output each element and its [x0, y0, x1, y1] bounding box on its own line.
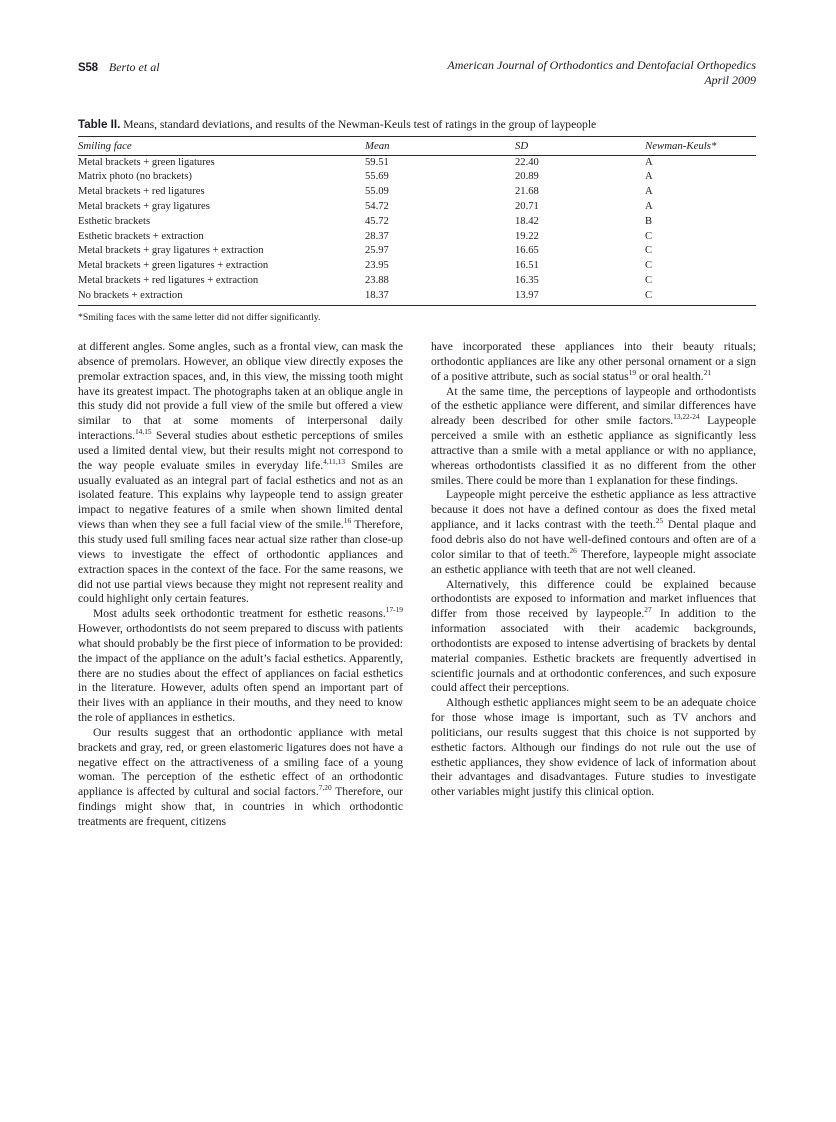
- cell-newman-keuls: A: [645, 156, 653, 168]
- table-row: [78, 244, 756, 259]
- table-caption-text: Means, standard deviations, and results of the Newman-Keuls test of ratings in the group of laypeople: [123, 118, 597, 131]
- paragraph: [78, 726, 403, 830]
- paragraph-text: Smiles are usually evaluated as an integral part of facial esthetics and not as an isolated feature. This explains why laypeople tend to assign greater impact to negative features of a smile when shown limited dental views than when they see a full facial view of the smile.: [78, 458, 403, 532]
- cell-mean: 18.37: [365, 289, 389, 301]
- paragraph-text: or oral health.: [636, 369, 704, 383]
- column-header-smiling-face: Smiling face: [78, 137, 365, 156]
- cell-newman-keuls: A: [645, 186, 653, 198]
- citation-ref: 14,15: [134, 427, 152, 437]
- running-head: [78, 58, 756, 98]
- cell-mean: 25.97: [365, 245, 389, 257]
- cell-mean: 55.09: [365, 186, 389, 198]
- journal-title: American Journal of Orthodontics and Dentofacial Orthopedics: [447, 58, 756, 72]
- paragraph-text: Laypeople perceived a smile with an esthetic appliance as significantly less attractive than a smile with a metal appliance or with no appliance, whereas orthodontists classified it as no different from the other smiles. There could be more than 1 explanation for these findings.: [431, 414, 757, 487]
- paragraph: [431, 385, 756, 489]
- paragraph-text: Laypeople might perceive the esthetic appliance as less attractive because it does not have a defined contour as does the fixed metal appliance, and it lacks contrast with the teeth.: [431, 488, 756, 532]
- table-row: [78, 259, 756, 274]
- cell-face: Metal brackets + red ligatures: [78, 186, 205, 198]
- journal-page: [78, 0, 756, 1122]
- paragraph-text: Therefore, our findings might show that, in countries in which orthodontic treatments are frequent, citizens: [78, 785, 404, 828]
- cell-face: No brackets + extraction: [78, 289, 183, 301]
- cell-newman-keuls: A: [645, 200, 653, 212]
- citation-ref: 26: [569, 545, 577, 555]
- cell-newman-keuls: B: [645, 215, 653, 227]
- table-row: [78, 215, 756, 230]
- paragraph-text: However, orthodontists do not seem prepared to discuss with patients what should probably be the first piece of information to be provided: the impact of the appliance on the adult’s facial esthetics. Apparently, there are no studies about the effect of appliances on facial esthetics in the literature. However, adults often spend an important part of their lives with an appliance in their mouths, and they need to know the role of appliances in esthetics.: [78, 622, 403, 725]
- table-label: Table II.: [78, 118, 121, 131]
- cell-mean: 55.69: [365, 171, 389, 183]
- cell-sd: 19.22: [515, 230, 539, 242]
- citation-ref: 19: [628, 367, 637, 377]
- citation-ref: 13,22-24: [673, 412, 700, 422]
- paragraph-text: Therefore, this study used full smiling faces near actual size rather than close-up views to investigate the effect of orthodontic appliances and extraction spaces in the context of the face. For the same reasons, we did not use partial views because they might not represent reality and could highlight only certain features.: [78, 518, 403, 606]
- issue-date: April 2009: [704, 73, 756, 87]
- paragraph-text: In addition to the information associated with their academic backgrounds, orthodontists are exposed to intense advertising of brackets by dental material companies. Esthetic brackets are frequently advertised in scientific journals and at orthodontic conferences, and such exposure could affect their perceptions.: [431, 607, 757, 695]
- cell-face: Metal brackets + green ligatures: [78, 156, 215, 168]
- cell-newman-keuls: A: [645, 171, 653, 183]
- cell-newman-keuls: C: [645, 289, 653, 301]
- left-column: [78, 340, 403, 830]
- cell-face: Metal brackets + red ligatures + extraction: [78, 274, 259, 286]
- running-head-left: [78, 58, 160, 76]
- table-block: [78, 118, 756, 324]
- page-folio: S58: [78, 62, 98, 74]
- cell-mean: 23.88: [365, 274, 389, 286]
- column-header-newman-keuls: Newman-Keuls*: [645, 137, 756, 156]
- cell-sd: 22.40: [515, 156, 539, 168]
- cell-mean: 45.72: [365, 215, 389, 227]
- paragraph: [431, 578, 756, 697]
- citation-ref: 17-19: [385, 605, 403, 615]
- table-row: [78, 274, 756, 289]
- table-row: [78, 185, 756, 200]
- table-row: [78, 289, 756, 306]
- running-head-author: Berto et al: [108, 60, 160, 74]
- cell-newman-keuls: C: [645, 230, 653, 242]
- cell-face: Esthetic brackets: [78, 215, 151, 227]
- cell-sd: 18.42: [515, 215, 539, 227]
- citation-ref: 25: [655, 516, 664, 526]
- cell-face: Esthetic brackets + extraction: [78, 230, 204, 242]
- paragraph-continuation: [78, 340, 403, 607]
- cell-face: Matrix photo (no brackets): [78, 171, 192, 183]
- cell-mean: 54.72: [365, 200, 389, 212]
- cell-sd: 16.35: [515, 274, 539, 286]
- cell-sd: 20.89: [515, 171, 539, 183]
- paragraph-text: have incorporated these appliances into their beauty rituals; orthodontic appliances are like any other personal ornament or a sign of a positive attribute, such as social status: [431, 340, 756, 383]
- column-header-sd: SD: [515, 137, 645, 156]
- table-row: [78, 155, 756, 170]
- paragraph: [431, 488, 756, 577]
- cell-sd: 16.65: [515, 245, 539, 257]
- paragraph-continuation: [431, 340, 756, 385]
- citation-ref: 27: [644, 605, 652, 615]
- paragraph-text: Dental plaque and food debris also do not have well-defined contours and often are of a color similar to that of teeth.: [431, 518, 756, 561]
- citation-ref: 7,20: [318, 783, 332, 793]
- paragraph-text: At the same time, the perceptions of laypeople and orthodontists of the esthetic appliance were different, and similar differences have already been described for other smile factors.: [431, 384, 756, 428]
- paragraph-text: Therefore, laypeople might associate an esthetic appliance with teeth that are not well cleaned.: [431, 547, 756, 576]
- cell-mean: 23.95: [365, 260, 389, 272]
- cell-newman-keuls: C: [645, 260, 653, 272]
- right-column: [431, 340, 756, 830]
- running-head-right: [447, 58, 756, 88]
- paragraph-text: Our results suggest that an orthodontic appliance with metal brackets and gray, red, or green elastomeric ligatures does not have a negative effect on the attractiveness of a smiling face of a young woman. The perception of the esthetic effect of an orthodontic appliance is affected by cultural and social factors.: [78, 725, 403, 799]
- cell-newman-keuls: C: [645, 245, 653, 257]
- cell-sd: 21.68: [515, 186, 539, 198]
- table-row: [78, 170, 756, 185]
- citation-ref: 21: [703, 367, 712, 377]
- results-table: [78, 136, 756, 306]
- body-columns: [78, 340, 756, 830]
- cell-sd: 20.71: [515, 200, 539, 212]
- paragraph-text: Most adults seek orthodontic treatment for esthetic reasons.: [93, 607, 386, 621]
- table-row: [78, 229, 756, 244]
- table-caption: [78, 118, 756, 136]
- table-footnote: *Smiling faces with the same letter did not differ significantly.: [78, 311, 321, 323]
- cell-face: Metal brackets + green ligatures + extraction: [78, 260, 269, 272]
- cell-mean: 28.37: [365, 230, 389, 242]
- paragraph-text: Alternatively, this difference could be explained because orthodontists are exposed to information and market influences that differ from those received by laypeople.: [431, 577, 756, 621]
- paragraph: [78, 607, 403, 726]
- column-header-mean: Mean: [365, 137, 515, 156]
- paragraph-text: Several studies about esthetic perceptions of smiles used a limited dental view, but their results might not correspond to the way people evaluate smiles in everyday life.: [78, 429, 403, 472]
- cell-sd: 16.51: [515, 260, 539, 272]
- citation-ref: 16: [343, 516, 352, 526]
- citation-ref: 4,11,13: [323, 456, 346, 466]
- cell-face: Metal brackets + gray ligatures: [78, 200, 210, 212]
- cell-newman-keuls: C: [645, 274, 653, 286]
- cell-mean: 59.51: [365, 156, 389, 168]
- paragraph-text: at different angles. Some angles, such as a frontal view, can mask the absence of premolars. However, an oblique view directly exposes the premolar extraction spaces, and, in this view, the missing tooth might have its greatest impact. The photographs taken at an oblique angle in this study did not provide a full view of the smile but offered a view similar to that at some moments of interpersonal daily interactions.: [78, 340, 403, 443]
- paragraph: Although esthetic appliances might seem to be an adequate choice for those whose image is important, such as TV anchors and politicians, our results suggest that this choice is not supported by esthetic factors. Although our findings do not rule out the use of esthetic appliances, they show evidence of lack of information about their advantages and disadvantages. Future studies to investigate other variables might justify this clinical option.: [431, 696, 756, 799]
- table-header-row: [78, 137, 756, 156]
- cell-face: Metal brackets + gray ligatures + extraction: [78, 245, 264, 257]
- cell-sd: 13.97: [515, 289, 539, 301]
- table-row: [78, 200, 756, 215]
